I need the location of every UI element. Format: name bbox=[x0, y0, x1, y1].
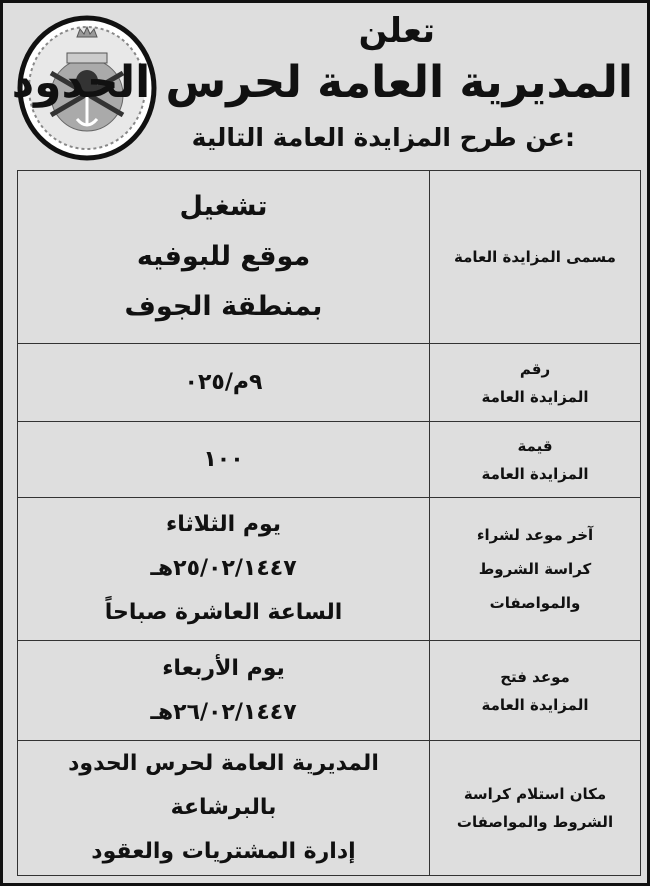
row-label: مسمى المزايدة العامة bbox=[430, 171, 641, 344]
row-label: قيمة المزايدة العامة bbox=[430, 422, 641, 498]
table-row bbox=[18, 498, 641, 641]
table-row bbox=[18, 422, 641, 498]
subtitle: عن طرح المزايدة العامة التالية: bbox=[191, 123, 575, 152]
row-value: المديرية العامة لحرس الحدود بالبرشاعة إدارة المشتريات والعقود bbox=[18, 741, 430, 876]
announces-heading: تعلن bbox=[358, 11, 435, 51]
row-value: تشغيل موقع للبوفيه بمنطقة الجوف bbox=[18, 171, 430, 344]
row-label: آخر موعد لشراء كراسة الشروط والمواصفات bbox=[430, 498, 641, 641]
table-row bbox=[18, 171, 641, 344]
row-label: رقم المزايدة العامة bbox=[430, 344, 641, 422]
row-value: يوم الثلاثاء ٢٥/٠٢/١٤٤٧هـ الساعة العاشرة صباحاً bbox=[18, 498, 430, 641]
row-value: ٩م/٠٢٥ bbox=[18, 344, 430, 422]
row-label: موعد فتح المزايدة العامة bbox=[430, 641, 641, 741]
auction-table bbox=[17, 170, 641, 876]
row-value: يوم الأربعاء ٢٦/٠٢/١٤٤٧هـ bbox=[18, 641, 430, 741]
table-row bbox=[18, 344, 641, 422]
table-row bbox=[18, 741, 641, 876]
table-row bbox=[18, 641, 641, 741]
row-label: مكان استلام كراسة الشروط والمواصفات bbox=[430, 741, 641, 876]
row-value: ١٠٠ bbox=[18, 422, 430, 498]
organization-title: المديرية العامة لحرس الحدود bbox=[11, 57, 633, 108]
